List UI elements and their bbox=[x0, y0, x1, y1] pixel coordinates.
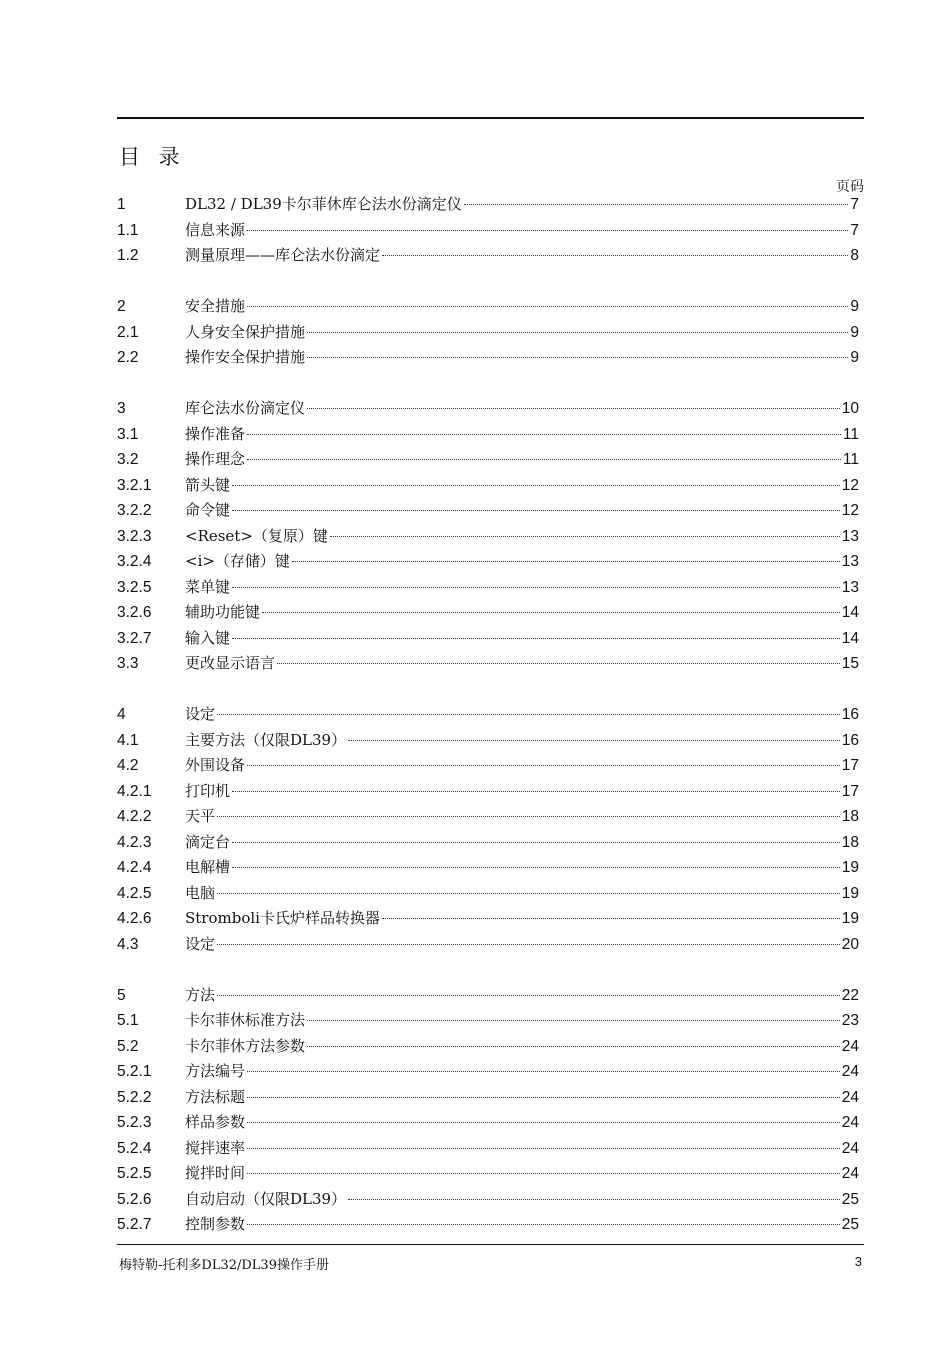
toc-entry-number: 5.1 bbox=[117, 1012, 139, 1029]
toc-entry-number: 5.2.4 bbox=[117, 1139, 152, 1157]
toc-entry-number: 1.2 bbox=[117, 247, 139, 264]
toc-entry-label: 信息来源 bbox=[185, 220, 246, 239]
toc-entry-label: 设定 bbox=[185, 705, 216, 723]
toc-entry-number: 5.2.3 bbox=[117, 1114, 152, 1131]
toc-entry[interactable] bbox=[117, 346, 859, 372]
dot-leader bbox=[307, 357, 848, 358]
toc-entry[interactable] bbox=[117, 193, 859, 219]
toc-entry-page: 19 bbox=[841, 884, 859, 902]
toc-entry-label: 外围设备 bbox=[185, 756, 246, 774]
bottom-rule bbox=[117, 1244, 864, 1245]
toc-entry-number: 4.2.6 bbox=[117, 910, 152, 927]
toc-entry-page: 9 bbox=[850, 298, 859, 315]
toc-entry-label: 更改显示语言 bbox=[185, 654, 276, 672]
toc-entry-label: 卡尔菲休标准方法 bbox=[185, 1011, 306, 1029]
footer-page-number: 3 bbox=[854, 1254, 862, 1269]
toc-entry[interactable] bbox=[117, 1086, 859, 1112]
dot-leader bbox=[247, 1071, 840, 1072]
toc-entry[interactable] bbox=[117, 856, 859, 882]
dot-leader bbox=[330, 536, 840, 537]
toc-entry-label: 库仑法水份滴定仪 bbox=[185, 399, 306, 417]
toc-entry-number: 3.3 bbox=[117, 655, 139, 672]
toc-entry[interactable] bbox=[117, 703, 859, 729]
dot-leader bbox=[464, 204, 849, 205]
toc-entry[interactable] bbox=[117, 525, 859, 551]
toc-entry-label: <Reset>（复原）键 bbox=[185, 526, 328, 545]
toc-entry-number: 5 bbox=[117, 986, 126, 1004]
dot-leader bbox=[247, 306, 848, 307]
toc-entry-label: DL32 / DL39卡尔菲休库仑法水份滴定仪 bbox=[185, 195, 462, 213]
dot-leader bbox=[232, 791, 840, 792]
toc-entry-label: 命令键 bbox=[185, 501, 231, 519]
toc-entry-label: 滴定台 bbox=[185, 832, 231, 851]
dot-leader bbox=[217, 893, 840, 894]
toc-entry-page: 13 bbox=[841, 578, 859, 596]
dot-leader bbox=[247, 1173, 840, 1174]
toc-section-group bbox=[117, 397, 859, 678]
toc-entry-number: 4.3 bbox=[117, 935, 139, 953]
dot-leader bbox=[232, 510, 840, 511]
toc-entry-label: 打印机 bbox=[185, 781, 231, 800]
toc-entry-label: 样品参数 bbox=[185, 1113, 246, 1131]
dot-leader bbox=[247, 459, 841, 460]
toc-entry-label: 天平 bbox=[185, 807, 216, 825]
toc-entry-page: 12 bbox=[841, 502, 859, 519]
toc-entry-label: 操作准备 bbox=[185, 424, 246, 443]
toc-entry[interactable] bbox=[117, 474, 859, 500]
toc-section-group bbox=[117, 193, 859, 270]
toc-entry[interactable] bbox=[117, 1035, 859, 1061]
toc-entry-page: 14 bbox=[841, 604, 859, 621]
dot-leader bbox=[232, 485, 840, 486]
toc-entry-page: 24 bbox=[841, 1037, 859, 1055]
toc-entry-page: 22 bbox=[841, 986, 859, 1004]
toc-entry-label: 输入键 bbox=[185, 628, 231, 647]
footer-manual-title: 梅特勒-托利多DL32/DL39操作手册 bbox=[119, 1258, 329, 1273]
toc-entry-number: 2.2 bbox=[117, 349, 139, 366]
toc-entry-number: 3.2.3 bbox=[117, 527, 152, 545]
toc-entry-number: 3.2.6 bbox=[117, 604, 152, 621]
toc-entry-label: 菜单键 bbox=[185, 577, 231, 596]
toc-entry[interactable] bbox=[117, 1060, 859, 1086]
toc-entry[interactable] bbox=[117, 1162, 859, 1188]
dot-leader bbox=[217, 944, 840, 945]
dot-leader bbox=[232, 587, 840, 588]
toc-entry-label: 操作理念 bbox=[185, 450, 246, 468]
toc-entry-page: 11 bbox=[842, 451, 859, 468]
toc-entry[interactable] bbox=[117, 321, 859, 347]
dot-leader bbox=[307, 1020, 840, 1021]
table-of-contents bbox=[117, 193, 859, 1264]
toc-entry-number: 4.2.1 bbox=[117, 782, 152, 800]
top-rule bbox=[117, 117, 864, 119]
toc-entry[interactable] bbox=[117, 448, 859, 474]
toc-entry[interactable] bbox=[117, 1213, 859, 1239]
toc-entry-page: 18 bbox=[841, 833, 859, 851]
toc-entry-number: 3.1 bbox=[117, 425, 139, 443]
dot-leader bbox=[217, 714, 840, 715]
toc-entry-number: 5.2.2 bbox=[117, 1088, 152, 1106]
dot-leader bbox=[277, 663, 840, 664]
toc-entry-page: 25 bbox=[841, 1216, 859, 1233]
toc-entry-label: Stromboli卡氏炉样品转换器 bbox=[185, 909, 380, 927]
toc-entry-label: 自动启动（仅限DL39） bbox=[185, 1189, 347, 1208]
toc-entry[interactable] bbox=[117, 295, 859, 321]
dot-leader bbox=[232, 867, 840, 868]
toc-entry[interactable] bbox=[117, 907, 859, 933]
dot-leader bbox=[247, 1148, 840, 1149]
toc-entry-label: 方法标题 bbox=[185, 1087, 246, 1106]
dot-leader bbox=[247, 1122, 840, 1123]
toc-entry-page: 13 bbox=[841, 527, 859, 545]
toc-entry-page: 7 bbox=[850, 196, 859, 213]
toc-entry-number: 4.2.4 bbox=[117, 859, 152, 876]
toc-entry[interactable] bbox=[117, 729, 859, 755]
toc-entry[interactable] bbox=[117, 933, 859, 959]
toc-title: 目 录 bbox=[119, 145, 186, 169]
dot-leader bbox=[348, 1199, 840, 1200]
toc-entry-page: 9 bbox=[850, 349, 859, 366]
toc-entry[interactable] bbox=[117, 1188, 859, 1214]
toc-entry-label: <i>（存储）键 bbox=[185, 552, 290, 570]
toc-section-group bbox=[117, 295, 859, 372]
toc-entry[interactable] bbox=[117, 1009, 859, 1035]
toc-entry-page: 25 bbox=[841, 1190, 859, 1208]
toc-entry[interactable] bbox=[117, 882, 859, 908]
toc-entry[interactable] bbox=[117, 576, 859, 602]
toc-entry-page: 17 bbox=[841, 782, 859, 800]
toc-entry-page: 18 bbox=[841, 808, 859, 825]
toc-entry-label: 辅助功能键 bbox=[185, 603, 261, 621]
toc-entry-label: 控制参数 bbox=[185, 1215, 246, 1233]
dot-leader bbox=[232, 842, 840, 843]
toc-entry-label: 搅拌速率 bbox=[185, 1138, 246, 1157]
toc-entry-page: 11 bbox=[842, 425, 859, 443]
toc-entry-number: 4.1 bbox=[117, 731, 139, 749]
toc-entry-page: 7 bbox=[850, 221, 859, 239]
toc-entry-label: 方法编号 bbox=[185, 1062, 246, 1080]
dot-leader bbox=[307, 408, 840, 409]
toc-entry-number: 3.2.5 bbox=[117, 578, 152, 596]
toc-entry-number: 4.2 bbox=[117, 757, 139, 774]
toc-entry-page: 14 bbox=[841, 629, 859, 647]
toc-entry-page: 24 bbox=[841, 1139, 859, 1157]
toc-entry-number: 5.2.7 bbox=[117, 1216, 152, 1233]
toc-entry-number: 5.2.1 bbox=[117, 1063, 152, 1080]
toc-entry-label: 测量原理——库仑法水份滴定 bbox=[185, 246, 381, 264]
toc-entry-label: 电脑 bbox=[185, 883, 216, 902]
toc-entry-number: 5.2.6 bbox=[117, 1190, 152, 1208]
toc-entry[interactable] bbox=[117, 1111, 859, 1137]
toc-entry-number: 2.1 bbox=[117, 323, 139, 341]
dot-leader bbox=[247, 1224, 840, 1225]
dot-leader bbox=[247, 230, 848, 231]
toc-entry[interactable] bbox=[117, 805, 859, 831]
toc-entry[interactable] bbox=[117, 244, 859, 270]
dot-leader bbox=[292, 561, 840, 562]
toc-entry-page: 23 bbox=[841, 1012, 859, 1029]
toc-entry-page: 24 bbox=[841, 1114, 859, 1131]
toc-entry-number: 2 bbox=[117, 298, 126, 315]
toc-entry[interactable] bbox=[117, 1137, 859, 1163]
toc-entry-page: 19 bbox=[841, 910, 859, 927]
toc-entry[interactable] bbox=[117, 984, 859, 1010]
toc-entry[interactable] bbox=[117, 423, 859, 449]
toc-entry-page: 15 bbox=[841, 655, 859, 672]
dot-leader bbox=[232, 638, 840, 639]
toc-entry-number: 4.2.3 bbox=[117, 833, 152, 851]
toc-entry-page: 24 bbox=[841, 1063, 859, 1080]
toc-entry[interactable] bbox=[117, 550, 859, 576]
toc-section-group bbox=[117, 984, 859, 1239]
toc-entry-page: 24 bbox=[841, 1165, 859, 1182]
toc-entry-label: 箭头键 bbox=[185, 475, 231, 494]
toc-entry-number: 5.2.5 bbox=[117, 1165, 152, 1182]
toc-entry-page: 10 bbox=[841, 400, 859, 417]
dot-leader bbox=[247, 434, 841, 435]
toc-entry-number: 4.2.5 bbox=[117, 884, 152, 902]
toc-entry-page: 17 bbox=[841, 757, 859, 774]
dot-leader bbox=[382, 918, 840, 919]
toc-entry[interactable] bbox=[117, 652, 859, 678]
toc-section-group bbox=[117, 703, 859, 958]
toc-entry[interactable] bbox=[117, 754, 859, 780]
toc-entry-label: 卡尔菲休方法参数 bbox=[185, 1036, 306, 1055]
toc-entry-page: 19 bbox=[841, 859, 859, 876]
toc-entry[interactable] bbox=[117, 499, 859, 525]
dot-leader bbox=[262, 612, 840, 613]
toc-entry-page: 24 bbox=[841, 1088, 859, 1106]
toc-entry[interactable] bbox=[117, 627, 859, 653]
toc-entry-number: 4.2.2 bbox=[117, 808, 152, 825]
dot-leader bbox=[217, 995, 840, 996]
toc-entry-number: 1.1 bbox=[117, 221, 139, 239]
toc-entry-number: 3.2.2 bbox=[117, 502, 152, 519]
toc-entry[interactable] bbox=[117, 831, 859, 857]
toc-entry-number: 5.2 bbox=[117, 1037, 139, 1055]
dot-leader bbox=[307, 332, 848, 333]
toc-entry-label: 主要方法（仅限DL39） bbox=[185, 730, 347, 749]
dot-leader bbox=[247, 1097, 840, 1098]
dot-leader bbox=[382, 255, 848, 256]
toc-entry-number: 3.2 bbox=[117, 451, 139, 468]
toc-entry[interactable] bbox=[117, 219, 859, 245]
toc-entry-number: 3.2.1 bbox=[117, 476, 152, 494]
toc-entry-number: 3 bbox=[117, 400, 126, 417]
toc-entry[interactable] bbox=[117, 780, 859, 806]
toc-entry-number: 3.2.7 bbox=[117, 629, 152, 647]
toc-entry-page: 13 bbox=[841, 553, 859, 570]
toc-entry-label: 人身安全保护措施 bbox=[185, 322, 306, 341]
toc-entry-label: 方法 bbox=[185, 985, 216, 1004]
toc-entry-page: 12 bbox=[841, 476, 859, 494]
toc-entry-label: 电解槽 bbox=[185, 858, 231, 876]
toc-entry-page: 16 bbox=[841, 731, 859, 749]
toc-entry-page: 16 bbox=[841, 706, 859, 723]
toc-entry-label: 安全措施 bbox=[185, 297, 246, 315]
toc-entry-number: 3.2.4 bbox=[117, 553, 152, 570]
dot-leader bbox=[348, 740, 840, 741]
toc-entry-page: 8 bbox=[850, 247, 859, 264]
toc-entry-label: 搅拌时间 bbox=[185, 1164, 246, 1182]
toc-entry[interactable] bbox=[117, 397, 859, 423]
toc-entry[interactable] bbox=[117, 601, 859, 627]
toc-entry-page: 20 bbox=[841, 935, 859, 953]
toc-entry-number: 1 bbox=[117, 196, 126, 213]
toc-entry-label: 设定 bbox=[185, 934, 216, 953]
toc-entry-label: 操作安全保护措施 bbox=[185, 348, 306, 366]
toc-entry-number: 4 bbox=[117, 706, 126, 723]
dot-leader bbox=[247, 765, 840, 766]
dot-leader bbox=[307, 1046, 840, 1047]
page-column-label: 页码 bbox=[836, 179, 864, 195]
dot-leader bbox=[217, 816, 840, 817]
toc-entry-page: 9 bbox=[850, 323, 859, 341]
